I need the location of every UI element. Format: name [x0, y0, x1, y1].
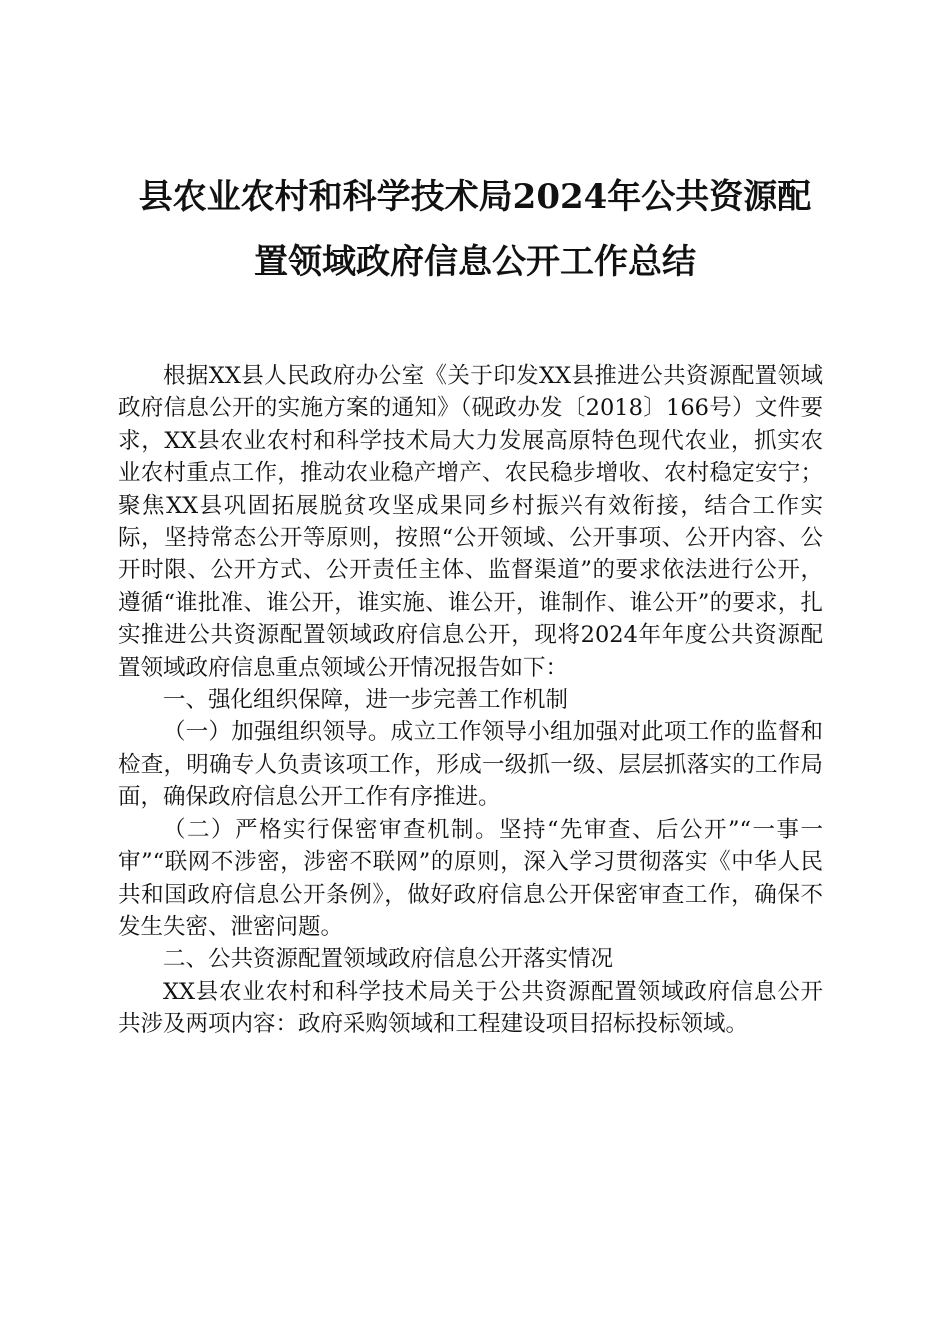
document-body — [118, 360, 823, 1041]
subsection-1-text: 成立工作领导小组加强对此项工作的监督和检查，明确专人负责该项工作，形成一级抓一级、层层抓落实的工作局面，确保政府信息公开工作有序推进。 — [118, 719, 823, 811]
document-title-line1: 县农业农村和科学技术局2024年公共资源配 — [138, 177, 812, 217]
section-2-heading: 二、公共资源配置领域政府信息公开落实情况 — [163, 946, 614, 973]
subsection-2-text: 坚持“先审查、后公开”“一事一审”“联网不涉密，涉密不联网”的原则，深入学习贯彻落实《中华人民共和国政府信息公开条例》，做好政府信息公开保密审查工作，确保不发生失密、泄密问题。 — [118, 816, 823, 940]
document-title-line2: 置领域政府信息公开工作总结 — [254, 242, 696, 282]
section-2-paragraph: XX县农业农村和科学技术局关于公共资源配置领域政府信息公开共涉及两项内容：政府采购领域和工程建设项目招标投标领域。 — [118, 978, 823, 1038]
intro-paragraph: 根据XX县人民政府办公室《关于印发XX县推进公共资源配置领域政府信息公开的实施方案的通知》（砚政办发〔2018〕166号）文件要求，XX县农业农村和科学技术局大力发展高原特色现代农业，抓实农业农村重点工作，推动农业稳产增产、农民稳步增收、农村稳定安宁；聚焦XX县巩固拓展脱贫攻坚成果同乡村振兴有效衔接，结合工作实际，坚持常态公开等原则，按照“公开领域、公开事项、公开内容、公开时限、公开方式、公开责任主体、监督渠道”的要求依法进行公开，遵循“谁批准、谁公开，谁实施、谁公开，谁制作、谁公开”的要求，扎实推进公共资源配置领域政府信息公开，现将2024年年度公共资源配置领域政府信息重点领域公开情况报告如下： — [118, 363, 823, 681]
subsection-2-paragraph — [118, 814, 823, 944]
section-1-heading: 一、强化组织保障，进一步完善工作机制 — [163, 687, 569, 714]
subsection-1-lead: （一）加强组织领导。 — [163, 719, 391, 746]
subsection-2-lead: （二）严格实行保密审查机制。 — [163, 816, 499, 843]
subsection-1-paragraph — [118, 716, 823, 813]
